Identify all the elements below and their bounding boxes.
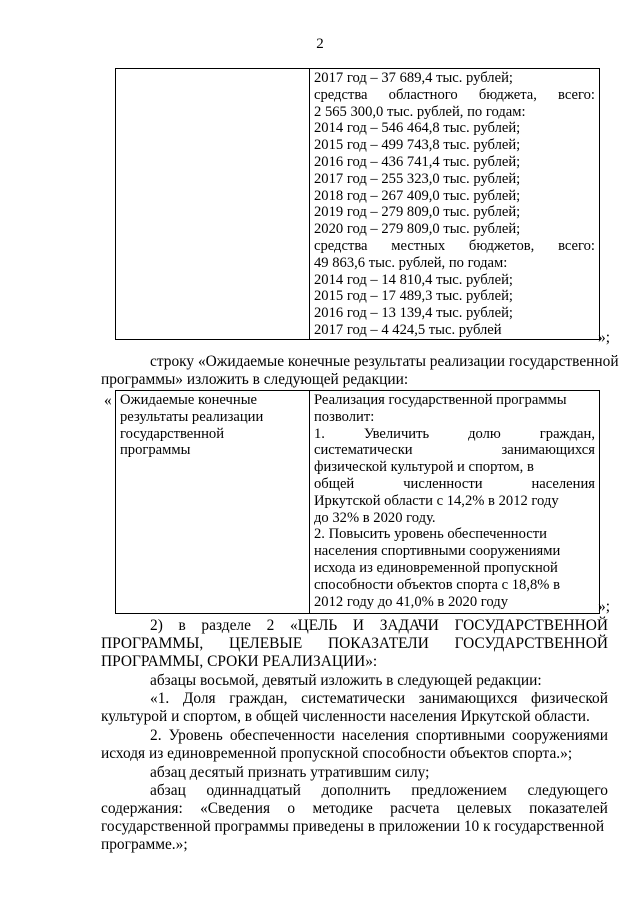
word: систематически bbox=[301, 690, 406, 707]
word: занимающихся bbox=[501, 442, 595, 459]
quote2-line1 bbox=[150, 727, 608, 745]
funding-line: 2014 год – 14 810,4 тыс. рублей; bbox=[314, 271, 513, 288]
table1-closing-mark: »; bbox=[598, 329, 610, 346]
word: средства bbox=[314, 86, 368, 103]
funding-table bbox=[115, 68, 600, 340]
word: содержания: bbox=[101, 800, 183, 817]
word: граждан, bbox=[539, 425, 595, 442]
funding-line: 49 863,6 тыс. рублей, по годам: bbox=[314, 254, 508, 271]
word: методике bbox=[312, 800, 373, 817]
funding-table-right-cell bbox=[310, 69, 600, 340]
funding-line: 2017 год – 37 689,4 тыс. рублей; bbox=[314, 70, 513, 86]
results-right-line: 2012 году до 41,0% в 2020 году bbox=[314, 593, 509, 610]
word: 2. bbox=[150, 727, 162, 744]
word: И bbox=[352, 617, 365, 634]
funding-line: 2017 год – 255 323,0 тыс. рублей; bbox=[314, 170, 521, 187]
funding-line: 2017 год – 4 424,5 тыс. рублей bbox=[314, 321, 502, 338]
funding-line: 2016 год – 436 741,4 тыс. рублей; bbox=[314, 153, 521, 170]
funding-line bbox=[314, 238, 595, 255]
funding-line: 2016 год – 13 139,4 тыс. рублей; bbox=[314, 305, 513, 322]
word: «Сведения bbox=[200, 800, 271, 817]
word: о bbox=[287, 800, 296, 817]
word: занимающихся bbox=[418, 690, 518, 707]
abz11-line2 bbox=[101, 800, 608, 818]
funding-lines bbox=[310, 69, 599, 339]
word: граждан, bbox=[229, 690, 288, 707]
word: одиннадцатый bbox=[206, 782, 301, 799]
paragraph-abz10: абзац десятый признать утратившим силу; bbox=[150, 764, 430, 781]
word: «ЦЕЛЬ bbox=[289, 617, 338, 634]
word: долю bbox=[468, 425, 501, 442]
word: следующего bbox=[527, 782, 608, 799]
results-right-line: позволит: bbox=[314, 408, 375, 425]
funding-line bbox=[314, 87, 595, 104]
results-left-line: программы bbox=[120, 442, 191, 459]
word: обеспеченности bbox=[229, 727, 335, 744]
word: 1. bbox=[314, 425, 325, 442]
replace-paragraph-line2: программы» изложить в следующей редакции: bbox=[101, 371, 409, 388]
word: населения bbox=[341, 727, 409, 744]
word: населения bbox=[531, 475, 595, 492]
word: бюджета, bbox=[478, 86, 537, 103]
funding-line: 2019 год – 279 809,0 тыс. рублей; bbox=[314, 204, 521, 221]
item2-line1 bbox=[150, 617, 608, 635]
item2-line3: ПРОГРАММЫ, СРОКИ РЕАЛИЗАЦИИ»: bbox=[101, 653, 378, 670]
word: Уровень bbox=[168, 727, 223, 744]
word: ПОКАЗАТЕЛИ bbox=[328, 635, 429, 652]
results-right-line: способности объектов спорта с 18,8% в bbox=[314, 576, 560, 593]
funding-line: 2014 год – 546 464,8 тыс. рублей; bbox=[314, 120, 521, 137]
replace-paragraph-line1: строку «Ожидаемые конечные результаты реализации государственной bbox=[150, 353, 619, 370]
word: ЦЕЛЕВЫЕ bbox=[228, 635, 303, 652]
quote1-line2: культурой и спортом, в общей численности населения Иркутской области. bbox=[101, 708, 590, 725]
abz11-line1 bbox=[150, 782, 608, 800]
word: в bbox=[178, 617, 186, 634]
funding-table-left-cell bbox=[116, 69, 310, 340]
results-right-line: Реализация государственной программы bbox=[314, 392, 567, 408]
quote2-line2: исходя из единовременной пропускной способности объектов спорта.»; bbox=[101, 745, 573, 762]
funding-line: 2020 год – 279 809,0 тыс. рублей; bbox=[314, 221, 521, 238]
item2-line2 bbox=[101, 635, 608, 653]
word: всего: bbox=[558, 86, 595, 103]
word: областного bbox=[388, 86, 458, 103]
word: физической bbox=[531, 690, 608, 707]
results-right-line bbox=[314, 442, 595, 459]
word: общей bbox=[314, 475, 355, 492]
results-left-lines bbox=[116, 391, 309, 459]
word: «1. bbox=[150, 690, 170, 707]
word: показателей bbox=[529, 800, 608, 817]
results-right-lines bbox=[310, 391, 599, 610]
results-right-line bbox=[314, 476, 595, 493]
abz11-line3: государственной программы приведены в приложении 10 к государственной bbox=[101, 818, 605, 835]
table2-closing-mark: »; bbox=[598, 598, 610, 615]
word: расчета bbox=[390, 800, 440, 817]
results-right-line: населения спортивными сооружениями bbox=[314, 543, 561, 560]
word: местных bbox=[391, 237, 446, 254]
paragraph-abz8-9: абзацы восьмой, девятый изложить в следующей редакции: bbox=[150, 672, 542, 689]
results-left-line: государственной bbox=[120, 425, 225, 442]
results-left-line: результаты реализации bbox=[120, 408, 264, 425]
word: 2) bbox=[150, 617, 163, 634]
word: бюджетов, bbox=[468, 237, 535, 254]
word: Увеличить bbox=[363, 425, 430, 442]
word: физической культурой и спортом, в bbox=[314, 459, 534, 476]
results-table-left-cell bbox=[116, 391, 310, 614]
word: предложением bbox=[411, 782, 507, 799]
results-table bbox=[115, 390, 600, 614]
word: абзац bbox=[150, 782, 186, 799]
word: разделе bbox=[201, 617, 251, 634]
abz11-line4: программе.»; bbox=[101, 836, 188, 853]
funding-line: 2 565 300,0 тыс. рублей, по годам: bbox=[314, 103, 526, 120]
word: ЗАДАЧИ bbox=[379, 617, 439, 634]
results-right-line: до 32% в 2020 году. bbox=[314, 509, 436, 526]
word: средства bbox=[314, 237, 368, 254]
word: ГОСУДАРСТВЕННОЙ bbox=[454, 635, 608, 652]
funding-line: 2018 год – 267 409,0 тыс. рублей; bbox=[314, 187, 521, 204]
results-table-right-cell bbox=[310, 391, 600, 614]
word: численности bbox=[403, 475, 483, 492]
table2-opening-mark: « bbox=[104, 392, 112, 409]
results-right-line bbox=[314, 459, 595, 476]
word: спортивными bbox=[415, 727, 505, 744]
funding-line: 2015 год – 499 743,8 тыс. рублей; bbox=[314, 137, 521, 154]
word: систематически bbox=[314, 442, 413, 459]
page-number: 2 bbox=[316, 36, 324, 52]
word: ПРОГРАММЫ, bbox=[101, 635, 204, 652]
results-right-line: Иркутской области с 14,2% в 2012 году bbox=[314, 492, 559, 509]
word: Доля bbox=[182, 690, 216, 707]
word: дополнить bbox=[321, 782, 391, 799]
quote1-line1 bbox=[150, 690, 608, 708]
results-right-line bbox=[314, 426, 595, 443]
word: сооружениями bbox=[512, 727, 608, 744]
results-left-line: Ожидаемые конечные bbox=[120, 392, 257, 408]
word: целевых bbox=[456, 800, 512, 817]
results-right-line: 2. Повысить уровень обеспеченности bbox=[314, 526, 547, 543]
word: ГОСУДАРСТВЕННОЙ bbox=[454, 617, 608, 634]
word: всего: bbox=[558, 237, 595, 254]
funding-line: 2015 год – 17 489,3 тыс. рублей; bbox=[314, 288, 513, 305]
results-right-line: исхода из единовременной пропускной bbox=[314, 559, 558, 576]
word: 2 bbox=[266, 617, 275, 634]
